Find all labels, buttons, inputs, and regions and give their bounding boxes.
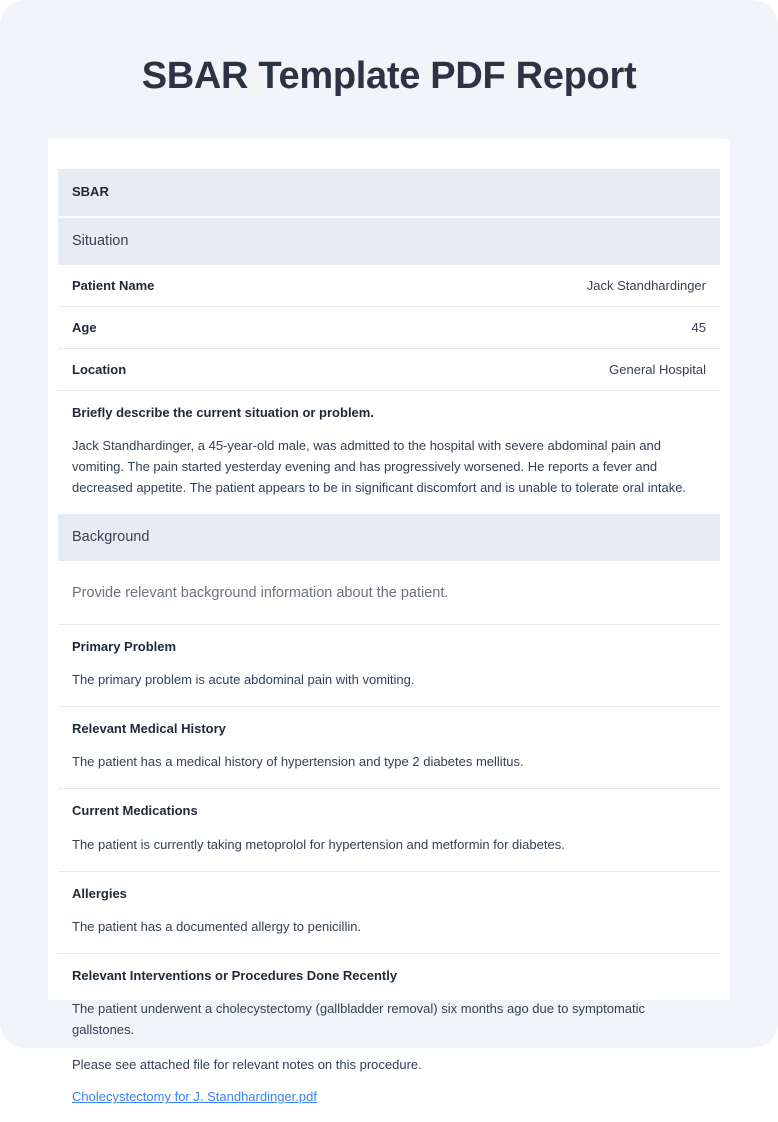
block-paragraph: The primary problem is acute abdominal pain with vomiting. [72,672,415,688]
block-allergies [58,872,720,954]
block-heading: Current Medications [72,803,198,819]
block-paragraph: The patient has a documented allergy to penicillin. [72,918,362,934]
section-bar-sbar-label: SBAR [72,184,109,199]
block-heading: Allergies [72,885,127,901]
document-card [48,139,730,1105]
block-heading: Relevant Interventions or Procedures Done Recently [72,967,398,983]
block-paragraph: Jack Standhardinger, a 45-year-old male, was admitted to the hospital with severe abdominal pain and vomiting. The pain started yesterday evening and has progressively worsened. He reports a fever and decreased appetite. The patient appears to be in significant discomfort and is unable to tolerate oral intake. [72,437,687,495]
table-row [58,265,720,307]
field-label-age: Age [72,319,97,335]
field-label-patient-name: Patient Name [72,277,155,293]
background-hint-text: Provide relevant background information about the patient. [58,561,720,625]
field-value-patient-name: Jack Standhardinger [586,277,706,293]
block-medical-history [58,707,720,789]
table-row [58,349,720,391]
block-heading: Briefly describe the current situation or problem. [72,404,374,420]
block-heading: Primary Problem [72,639,177,655]
section-bar-situation-label: Situation [72,232,129,249]
table-row [58,307,720,349]
block-paragraph: The patient is currently taking metoprolol for hypertension and metformin for diabetes. [72,836,565,852]
attachment-link[interactable]: Cholecystectomy for J. Standhardinger.pdf [72,1089,317,1105]
section-bar-situation [58,218,720,265]
block-heading: Relevant Medical History [72,721,226,737]
block-paragraph: The patient underwent a cholecystectomy (gallbladder removal) six months ago due to symptomatic gallstones. [72,1001,646,1038]
section-bar-sbar [58,169,720,216]
field-value-location: General Hospital [609,361,706,377]
block-relevant-interventions [58,954,720,1122]
field-label-location: Location [72,361,127,377]
field-value-age: 45 [691,319,706,335]
section-bar-background-label: Background [72,528,150,545]
block-situation-description [58,391,720,514]
page-title: SBAR Template PDF Report [141,55,637,97]
block-paragraph: Please see attached file for relevant notes on this procedure. [72,1057,422,1073]
block-primary-problem [58,625,720,707]
block-paragraph: The patient has a medical history of hypertension and type 2 diabetes mellitus. [72,754,524,770]
block-current-medications [58,789,720,871]
section-bar-background [58,514,720,561]
document-body [48,139,730,1122]
